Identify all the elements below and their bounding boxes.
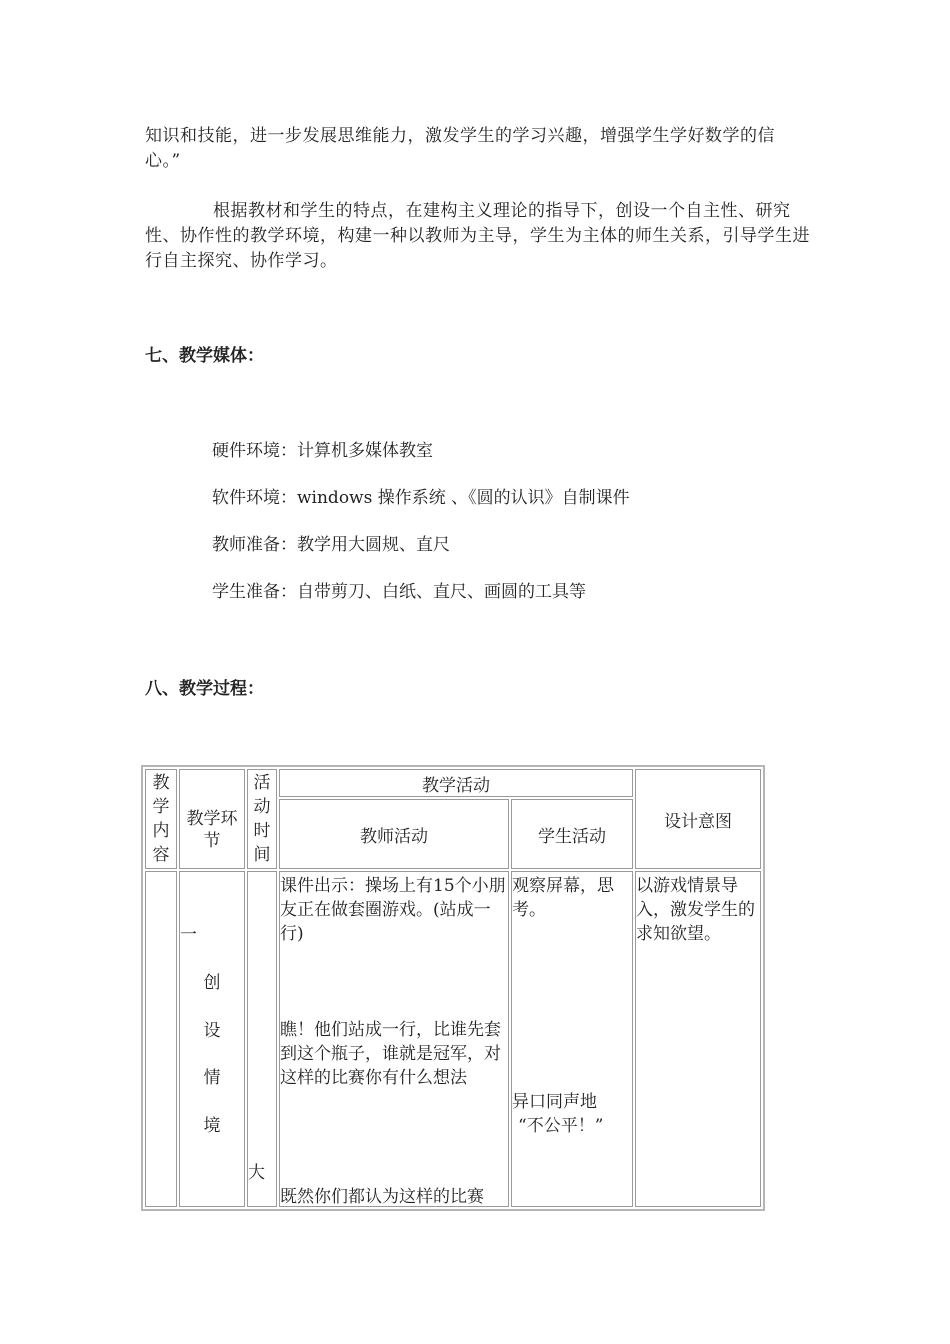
section-7-title: 七、教学媒体： [145,346,264,366]
header-intent: 设计意图 [635,769,761,869]
teaching-process-table [141,765,765,1211]
stage-char: 境 [203,1116,221,1136]
cell-intent [635,871,761,1207]
media-teacher-prep: 教师准备：教学用大圆规、直尺 [212,535,450,555]
teacher-activity-3: 既然你们都认为这样的比赛 [280,1187,484,1207]
table-row [145,871,761,1207]
student-activity-1: 观察屏幕，思考。 [512,876,614,920]
header-stage: 教学环节 [179,769,245,869]
media-student-prep: 学生准备：自带剪刀、白纸、直尺、画圆的工具等 [212,582,586,602]
cell-stage [179,871,245,1207]
header-teacher: 教师活动 [279,799,509,869]
stage-char: 设 [203,1021,221,1041]
student-activity-2: 异口同声地 [512,1092,597,1112]
header-time: 活动时间 [247,769,277,869]
header-activity: 教学活动 [279,769,633,797]
design-intent: 以游戏情景导入，激发学生的求知欲望。 [636,876,755,944]
media-hardware: 硬件环境：计算机多媒体教室 [212,441,433,461]
cell-content [145,871,177,1207]
stage-number: 一 [180,925,197,945]
paragraph-2: 根据教材和学生的特点，在建构主义理论的指导下，创设一个自主性、研究性、协作性的教学环境，构建一种以教师为主导，学生为主体的师生关系，引导学生进行自主探究、协作学习。 [145,201,810,271]
media-software: 软件环境：windows 操作系统 、《圆的认识》自制课件 [212,488,630,508]
header-student: 学生活动 [511,799,633,869]
cell-teacher [279,871,509,1207]
teacher-activity-1: 课件出示：操场上有15个小朋友正在做套圈游戏。(站成一行) [280,876,506,944]
table-header-row [145,769,761,797]
stage-char: 情 [203,1068,221,1088]
student-activity-3: “不公平！” [518,1116,604,1136]
paragraph-1: 知识和技能，进一步发展思维能力，激发学生的学习兴趣，增强学生学好数学的信心。” [145,126,775,171]
stage-char: 创 [203,973,221,993]
time-value: 大 [248,1163,265,1183]
header-content: 教学内容 [145,769,177,869]
cell-student [511,871,633,1207]
cell-time [247,871,277,1207]
teacher-activity-2: 瞧！他们站成一行，比谁先套到这个瓶子，谁就是冠军，对这样的比赛你有什么想法 [280,1020,501,1088]
section-8-title: 八、教学过程： [145,679,264,699]
